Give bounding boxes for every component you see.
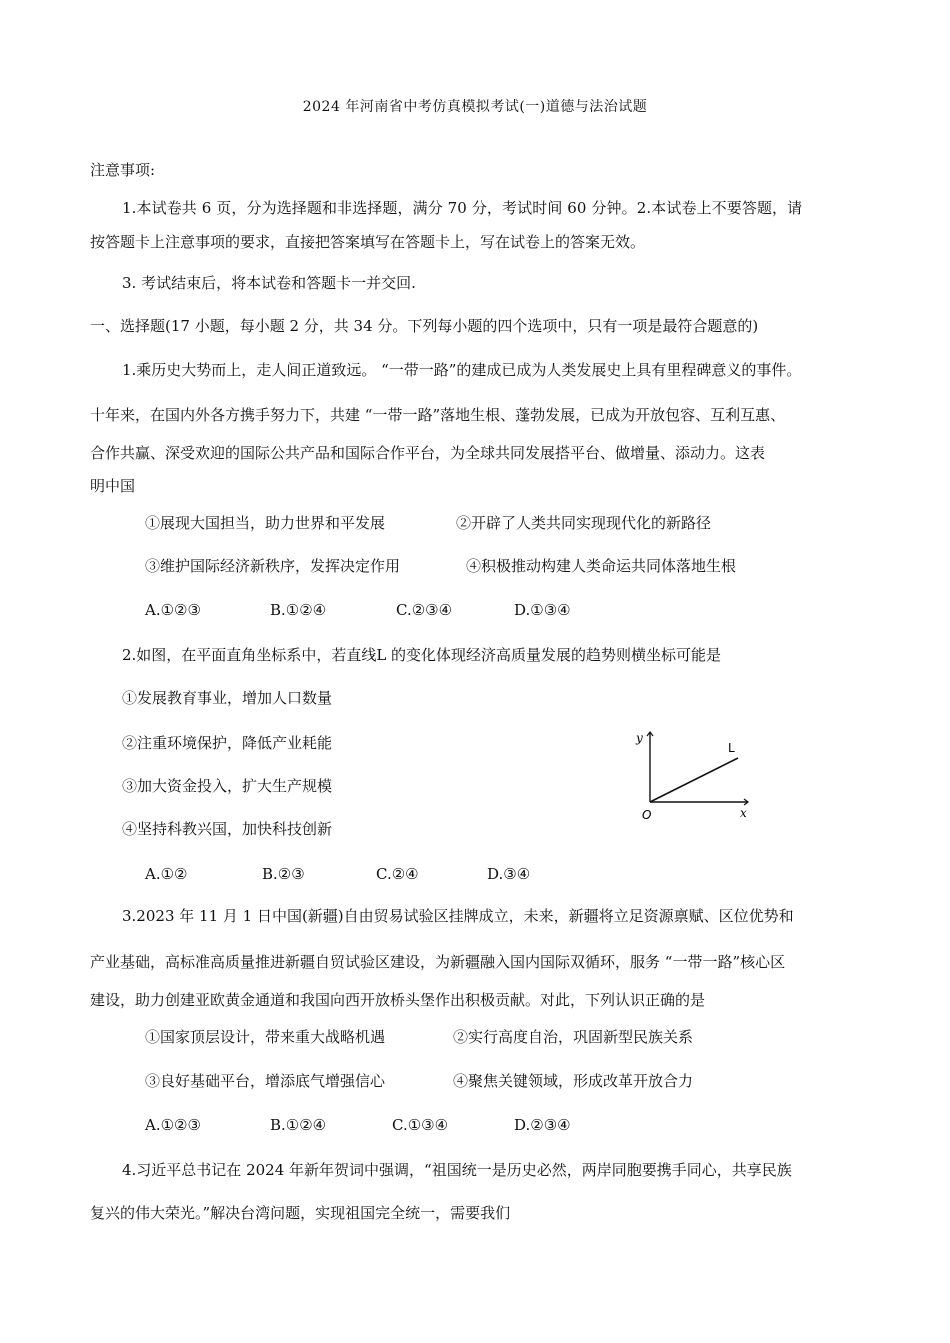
option-d: D.②③④ — [514, 1116, 571, 1134]
question-4-line: 4.习近平总书记在 2024 年新年贺词中强调，“祖国统一是历史必然，两岸同胞要携手同心，共享民族 — [122, 1161, 792, 1179]
question-2-item: ③加大资金投入，扩大生产规模 — [122, 777, 333, 795]
question-1-item: ②开辟了人类共同实现现代化的新路径 — [456, 514, 712, 532]
notice-line: 按答题卡上注意事项的要求，直接把答案填写在答题卡上，写在试卷上的答案无效。 — [90, 233, 646, 251]
question-1-line: 1.乘历史大势而上，走人间正道致远。 “一带一路”的建成已成为人类发展史上具有里程碑意义的事件。 — [122, 361, 802, 379]
question-3-line: 建设，助力创建亚欧黄金通道和我国向西开放桥头堡作出积极贡献。对此，下列认识正确的是 — [90, 991, 706, 1009]
question-4-line: 复兴的伟大荣光。”解决台湾问题，实现祖国完全统一，需要我们 — [90, 1204, 511, 1222]
option-b: B.①②④ — [270, 1116, 327, 1134]
option-b: B.①②④ — [270, 601, 327, 619]
line-l-label: L — [728, 741, 735, 755]
question-1-item: ①展现大国担当，助力世界和平发展 — [145, 514, 386, 532]
question-2-item: ①发展教育事业，增加人口数量 — [122, 689, 333, 707]
question-1-item: ④积极推动构建人类命运共同体落地生根 — [466, 557, 737, 575]
notice-line: 1.本试卷共 6 页，分为选择题和非选择题，满分 70 分，考试时间 60 分钟。2.本试卷上不要答题，请 — [122, 199, 803, 217]
question-3-line: 3.2023 年 11 月 1 日中国(新疆)自由贸易试验区挂牌成立，未来，新疆将立足资源禀赋、区位优势和 — [122, 907, 794, 925]
coordinate-graph — [636, 728, 760, 823]
question-1-line: 十年来，在国内外各方携手努力下，共建 “一带一路”落地生根、蓬勃发展，已成为开放包容、互利互惠、 — [90, 406, 786, 424]
option-b: B.②③ — [262, 865, 305, 883]
notice-heading: 注意事项: — [90, 161, 156, 179]
option-c: C.②④ — [376, 865, 419, 883]
question-3-item: ①国家顶层设计，带来重大战略机遇 — [145, 1028, 386, 1046]
option-d: D.③④ — [487, 865, 531, 883]
option-a: A.①②③ — [145, 1116, 201, 1134]
question-3-item: ④聚焦关键领域，形成改革开放合力 — [453, 1072, 694, 1090]
page-title: 2024 年河南省中考仿真模拟考试(一)道德与法治试题 — [302, 99, 648, 115]
question-1-line: 合作共赢、深受欢迎的国际公共产品和国际合作平台，为全球共同发展搭平台、做增量、添动力。这表 — [90, 444, 766, 462]
origin-label: O — [642, 808, 652, 822]
question-1-line: 明中国 — [90, 477, 136, 495]
y-axis-label: y — [636, 731, 643, 745]
question-1-item: ③维护国际经济新秩序，发挥决定作用 — [145, 557, 401, 575]
question-3-line: 产业基础，高标准高质量推进新疆自贸试验区建设，为新疆融入国内国际双循环，服务 “一带一路”核心区 — [90, 953, 786, 971]
option-c: C.①③④ — [392, 1116, 449, 1134]
question-2-item: ④坚持科教兴国，加快科技创新 — [122, 820, 333, 838]
option-a: A.①② — [145, 865, 188, 883]
section-heading: 一、选择题(17 小题，每小题 2 分，共 34 分。下列每小题的四个选项中，只有一项是最符合题意的) — [90, 317, 759, 335]
option-c: C.②③④ — [396, 601, 453, 619]
x-axis-label: x — [740, 806, 747, 820]
notice-line: 3. 考试结束后，将本试卷和答题卡一并交回. — [122, 274, 416, 292]
option-d: D.①③④ — [514, 601, 571, 619]
line-l — [650, 758, 738, 802]
question-3-item: ②实行高度自治，巩固新型民族关系 — [453, 1028, 694, 1046]
question-2-stem: 2.如图，在平面直角坐标系中，若直线L 的变化体现经济高质量发展的趋势则横坐标可能是 — [122, 646, 722, 664]
question-3-item: ③良好基础平台，增添底气增强信心 — [145, 1072, 386, 1090]
graph-svg — [636, 728, 760, 823]
option-a: A.①②③ — [145, 601, 201, 619]
question-2-item: ②注重环境保护，降低产业耗能 — [122, 734, 333, 752]
